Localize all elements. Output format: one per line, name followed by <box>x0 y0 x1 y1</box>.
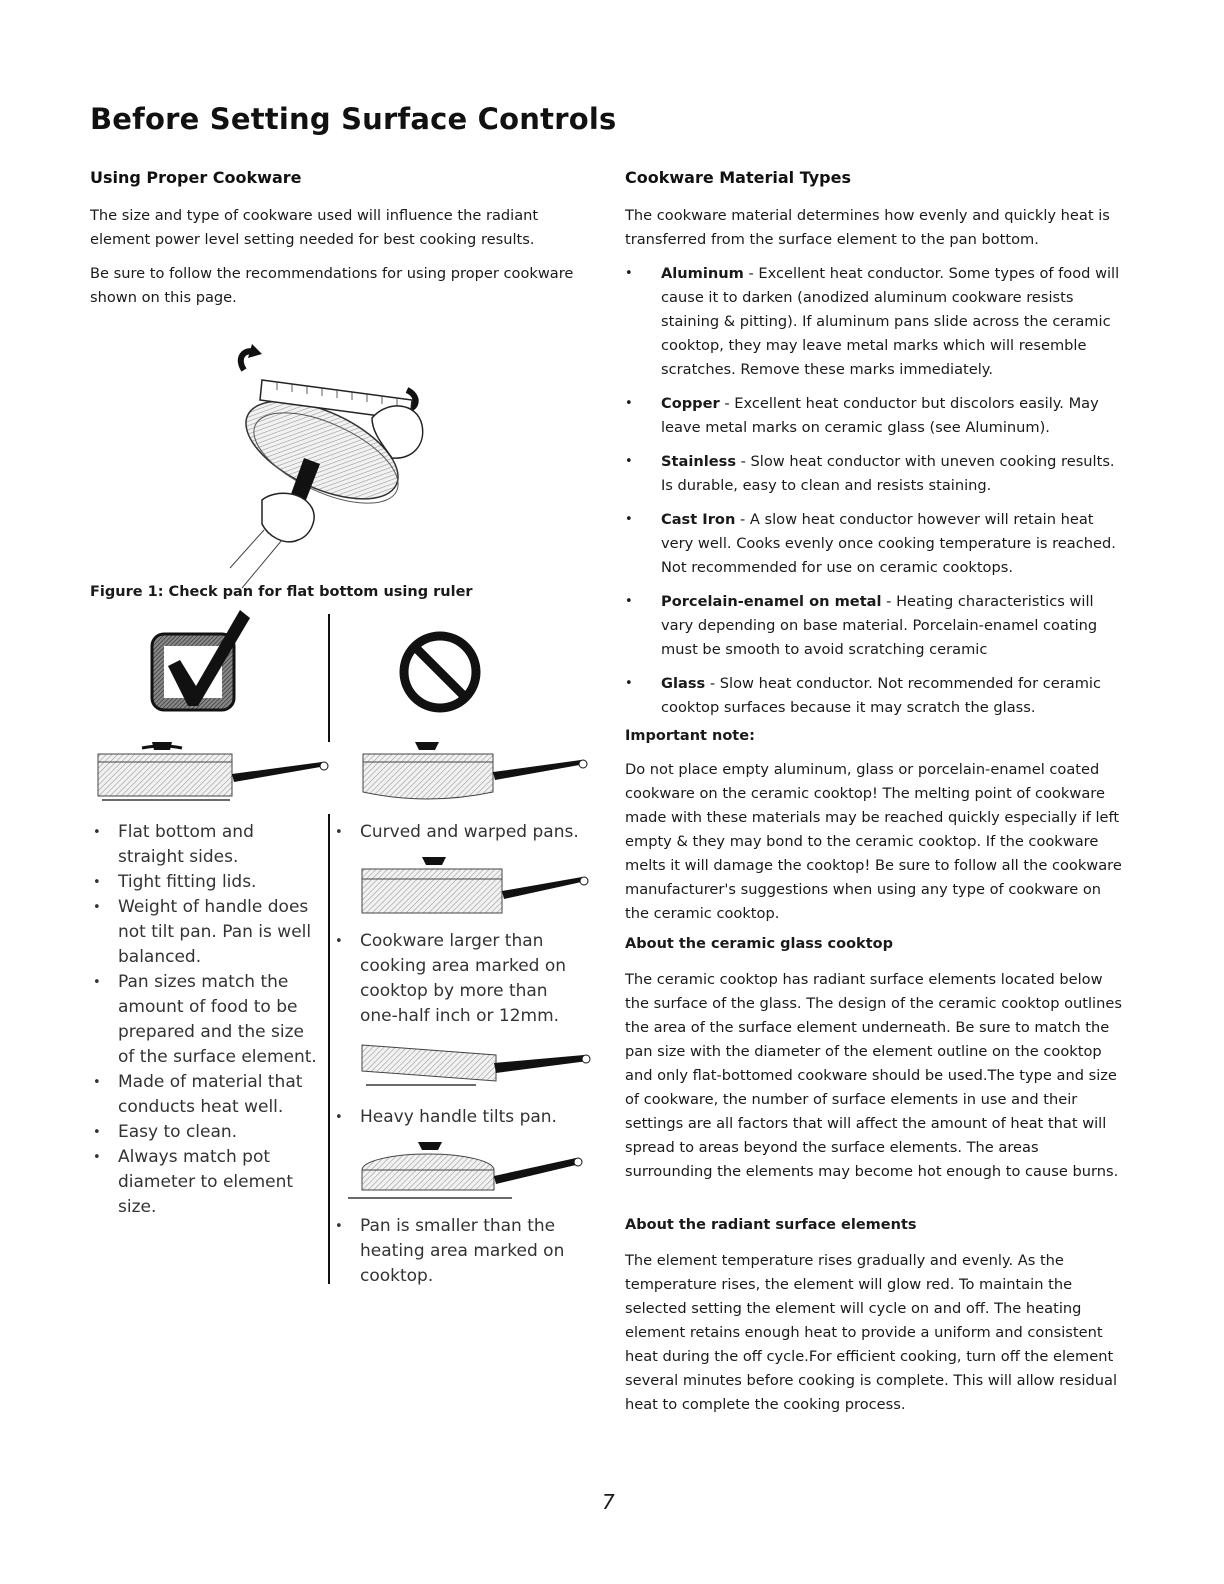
column-divider <box>328 614 330 742</box>
good-pan-illustration <box>92 740 332 804</box>
bad-item: • Curved and warped pans. <box>332 820 582 845</box>
column-divider <box>328 814 330 1284</box>
material-description: - Heating characteristics will vary depending on base material. Porcelain-enamel coating must be smooth to avoid scratching ceramic <box>661 593 1098 658</box>
important-note-label: Important note: <box>625 728 755 744</box>
good-item: • Flat bottom and straight sides. <box>90 820 325 870</box>
good-item: • Weight of handle does not tilt pan. Pan is well balanced. <box>90 895 325 970</box>
page-title: Before Setting Surface Controls <box>90 102 617 136</box>
good-item: • Tight fitting lids. <box>90 870 325 895</box>
material-name: Stainless <box>661 453 736 470</box>
recommendation-paragraph: Be sure to follow the recommendations for using proper cookware shown on this page. <box>90 265 574 306</box>
radiant-elements-text: The element temperature rises gradually and evenly. As the temperature rises, the element will glow red. To maintain the selected setting the element will cycle on and off. The heating element retains enough heat to provide a uniform and consistent heat during the off cycle.For efficient cooking, turn off the element several minutes before cooking is complete. This will allow residual heat to complete the cooking process. <box>625 1252 1118 1413</box>
material-description: - A slow heat conductor however will retain heat very well. Cooks evenly once cooking temperature is reached. Not recommended for use on ceramic cooktops. <box>661 511 1116 576</box>
good-item: • Always match pot diameter to element size. <box>90 1145 325 1220</box>
using-proper-cookware-heading: Using Proper Cookware <box>90 168 302 187</box>
material-item <box>625 672 1125 720</box>
important-note-text: Do not place empty aluminum, glass or porcelain-enamel coated cookware on the ceramic cooktop! The melting point of cookware made with these materials may be reached quickly especially if left empty & they may bond to the ceramic cooktop. If the cookware melts it will damage the cooktop! Be sure to follow all the cookware manufacturer's suggestions when using any type of cookware on the ceramic cooktop. <box>625 761 1122 922</box>
material-name: Aluminum <box>661 265 744 282</box>
material-types-heading: Cookware Material Types <box>625 168 851 187</box>
material-description: - Excellent heat conductor. Some types of food will cause it to darken (anodized aluminum cookware resists staining & pitting). If aluminum pans slide across the ceramic cooktop, they may leave metal marks which will resemble scratches. Remove these marks immediately. <box>661 265 1120 378</box>
material-name: Porcelain-enamel on metal <box>661 593 882 610</box>
figure-caption: Figure 1: Check pan for flat bottom using ruler <box>90 584 473 600</box>
oversized-pan-illustration <box>356 855 596 921</box>
ceramic-cooktop-heading: About the ceramic glass cooktop <box>625 936 893 952</box>
material-name: Glass <box>661 675 706 692</box>
material-item <box>625 450 1125 498</box>
good-item: • Pan sizes match the amount of food to be prepared and the size of the surface element. <box>90 970 325 1070</box>
checkmark-icon <box>148 608 258 713</box>
intro-paragraph: The size and type of cookware used will influence the radiant element power level setting needed for best cooking results. <box>90 207 539 248</box>
radiant-elements-heading: About the radiant surface elements <box>625 1217 917 1233</box>
curved-pan-illustration <box>355 740 595 804</box>
material-list <box>625 262 1125 730</box>
good-item: • Easy to clean. <box>90 1120 325 1145</box>
material-name: Copper <box>661 395 720 412</box>
material-name: Cast Iron <box>661 511 736 528</box>
material-item <box>625 590 1125 662</box>
material-description: - Slow heat conductor. Not recommended for ceramic cooktop surfaces because it may scratch the glass. <box>661 675 1101 716</box>
good-features-list <box>90 820 325 1220</box>
tilted-pan-illustration <box>356 1041 596 1097</box>
bad-item: • Heavy handle tilts pan. <box>332 1105 582 1130</box>
material-description: - Slow heat conductor with uneven cooking results. Is durable, easy to clean and resists staining. <box>661 453 1115 494</box>
small-pan-illustration <box>344 1140 584 1204</box>
good-item: • Made of material that conducts heat well. <box>90 1070 325 1120</box>
bad-item: • Pan is smaller than the heating area marked on cooktop. <box>332 1214 582 1289</box>
material-item <box>625 508 1125 580</box>
ceramic-cooktop-text: The ceramic cooktop has radiant surface elements located below the surface of the glass. The design of the ceramic cooktop outlines the area of the surface element underneath. Be sure to match the pan size with the diameter of the element outline on the cooktop and only flat-bottomed cookware should be used.The type and size of cookware, the number of surface elements in use and their settings are all factors that will affect the amount of heat that will spread to areas beyond the surface elements. The areas surrounding the elements may become hot enough to cause burns. <box>625 971 1122 1180</box>
ruler-check-illustration <box>222 340 442 590</box>
page-number: 7 <box>602 1490 615 1514</box>
bad-item: • Cookware larger than cooking area marked on cooktop by more than one-half inch or 12mm. <box>332 929 582 1029</box>
material-description: - Excellent heat conductor but discolors easily. May leave metal marks on ceramic glass (see Aluminum). <box>661 395 1099 436</box>
prohibited-icon <box>398 630 482 714</box>
bad-features-column <box>332 820 582 1289</box>
material-item <box>625 262 1125 382</box>
material-item <box>625 392 1125 440</box>
material-intro: The cookware material determines how evenly and quickly heat is transferred from the surface element to the pan bottom. <box>625 207 1110 248</box>
